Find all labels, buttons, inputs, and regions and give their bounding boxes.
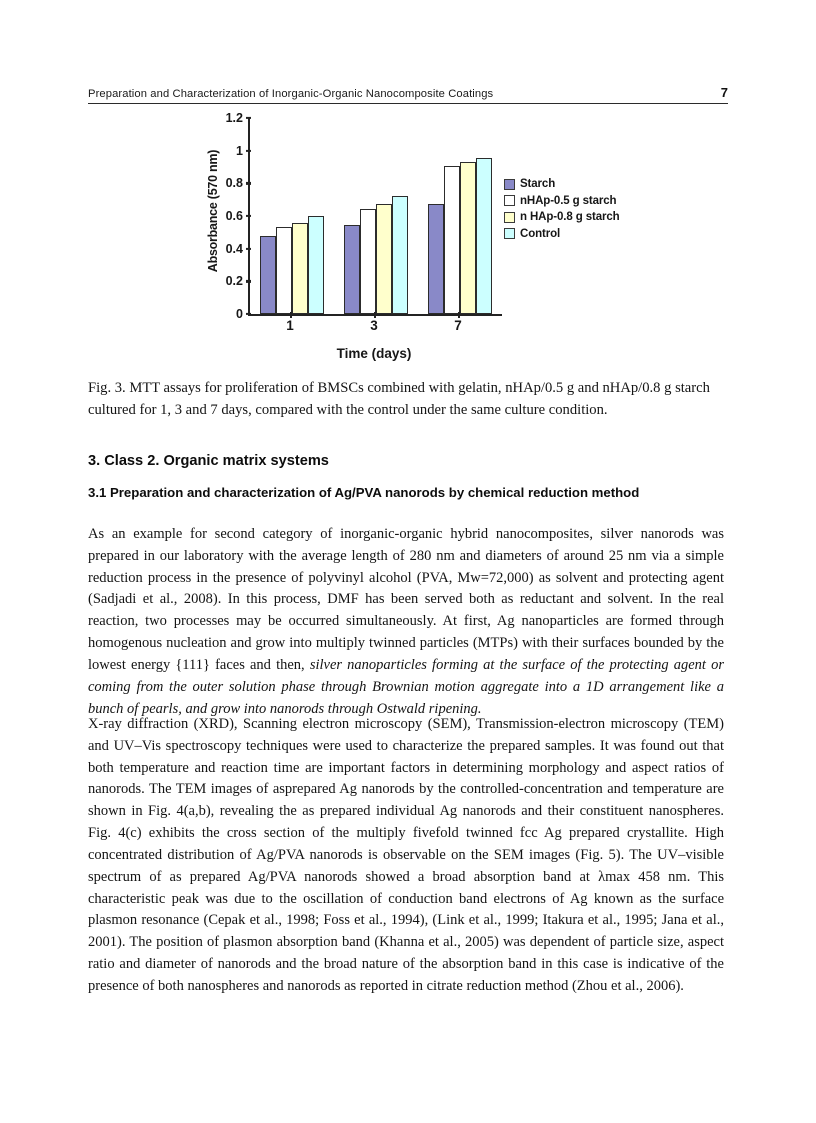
section-heading: 3. Class 2. Organic matrix systems — [88, 453, 329, 469]
chart-x-axis-label: Time (days) — [336, 346, 412, 361]
chart-bar — [376, 204, 392, 314]
chart-y-tick: 0.6 — [226, 209, 250, 223]
chart-bar — [444, 166, 460, 314]
legend-item — [504, 195, 620, 207]
body-paragraph-2: X-ray diffraction (XRD), Scanning electron microscopy (SEM), Transmission-electron microscopy (TEM) and UV–Vis spectroscopy techniques were used to characterize the prepared samples. It was found out that both temperature and reaction time are important factors in determining morphology and aspect ratios of nanorods. The TEM images of asprepared Ag nanorods by the controlled-concentration and temperature are shown in Fig. 4(a,b), revealing the as prepared individual Ag nanorods and their constituent nanospheres. Fig. 4(c) exhibits the cross section of the multiply fivefold twinned fcc Ag prepared crystallite. High concentrated distribution of Ag/PVA nanorods is observable on the SEM images (Fig. 5). The UV–visible spectrum of as prepared Ag/PVA nanorods showed a broad absorption band at λmax 458 nm. This characteristic peak was due to the oscillation of conduction band electrons of Ag known as the surface plasmon resonance (Cepak et al., 1998; Foss et al., 1994), (Link et al., 1999; Itakura et al., 1995; Jana et al., 2001). The position of plasmon absorption band (Khanna et al., 2005) was dependent of particle size, aspect ratio and diameter of nanorods and the broad nature of the absorption band in this case is indicative of the presence of both nanospheres and nanorods as reported in citrate reduction method (Zhou et al., 2006). — [88, 716, 724, 994]
chart-bar — [476, 158, 492, 314]
paragraph-1-roman: As an example for second category of inorganic-organic hybrid nanocomposites, silver nanorods was prepared in our laboratory with the average length of 280 nm and diameters of around 25 nm via a simple reduction process in the presence of polyvinyl alcohol (PVA, Mw=72,000) as solvent and protecting agent (Sadjadi et al., 2008). In this process, DMF has been served both as reductant and solvent. In the real reaction, two processes may be occurred simultaneously. At first, Ag nanoparticles are formed through homogenous nucleation and grow into multiply twinned particles (MTPs) with their surfaces bounded by the lowest energy {111} faces and then, — [88, 526, 724, 673]
legend-swatch-icon — [504, 212, 515, 223]
body-paragraph-1 — [88, 524, 724, 720]
chart-legend — [504, 178, 620, 240]
legend-swatch-icon — [504, 179, 515, 190]
chart-bar — [428, 204, 444, 314]
legend-item — [504, 228, 620, 240]
legend-item — [504, 178, 620, 190]
bar-chart — [186, 112, 516, 370]
subsection-heading: 3.1 Preparation and characterization of Ag/PVA nanorods by chemical reduction method — [88, 485, 640, 500]
chart-x-tick-mark — [458, 312, 460, 318]
chart-y-axis-label: Absorbance (570 nm) — [206, 149, 220, 273]
chart-x-tick — [428, 318, 488, 333]
chart-bar — [392, 196, 408, 314]
chart-x-tick — [344, 318, 404, 333]
chart-y-tick: 0.4 — [226, 242, 250, 256]
chart-y-tick: 1 — [236, 144, 250, 158]
chart-bar — [344, 225, 360, 314]
chart-bar-group — [344, 118, 408, 314]
running-header — [88, 78, 728, 104]
legend-label: Control — [520, 227, 561, 240]
chart-x-tick — [260, 318, 320, 333]
chart-bar — [460, 162, 476, 314]
chart-bar — [292, 223, 308, 314]
chart-bar-group — [260, 118, 324, 314]
figure-3 — [186, 112, 666, 370]
page-number: 7 — [720, 85, 728, 100]
chart-x-tick-mark — [374, 312, 376, 318]
paragraph-1-italic: silver nanoparticles forming at the surface of the protecting agent or coming from the outer solution phase through Brownian motion aggregate into a 1D arrangement like a bunch of pearls, and grow into nanorods through Ostwald ripening. — [88, 656, 724, 717]
chart-bar-groups — [250, 118, 502, 314]
legend-swatch-icon — [504, 195, 515, 206]
chart-y-tick: 0.2 — [226, 274, 250, 288]
chart-y-tick: 0.8 — [226, 176, 250, 190]
chart-bar — [260, 236, 276, 314]
chart-y-tick: 0 — [236, 307, 250, 321]
legend-item — [504, 211, 620, 223]
legend-label: Starch — [520, 178, 556, 190]
chart-y-tick: 1.2 — [226, 111, 250, 125]
header-title: Preparation and Characterization of Inorganic-Organic Nanocomposite Coatings — [88, 88, 494, 100]
chart-x-tick-mark — [290, 312, 292, 318]
legend-label: n HAp-0.8 g starch — [520, 211, 620, 223]
chart-bar — [276, 227, 292, 314]
chart-bar — [308, 216, 324, 314]
figure-caption: Fig. 3. MTT assays for proliferation of BMSCs combined with gelatin, nHAp/0.5 g and nHAp/0.8 g starch cultured for 1, 3 and 7 days, compared with the control under the same culture condition. — [88, 380, 710, 418]
chart-x-tick-text: 7 — [454, 318, 462, 333]
chart-x-tick-text: 1 — [286, 318, 294, 333]
chart-x-tick-labels — [248, 318, 500, 333]
chart-plot-area — [225, 111, 502, 321]
chart-bar-group — [428, 118, 492, 314]
legend-label: nHAp-0.5 g starch — [520, 194, 617, 207]
chart-bar — [360, 209, 376, 314]
chart-x-tick-text: 3 — [370, 318, 378, 333]
legend-swatch-icon — [504, 228, 515, 239]
